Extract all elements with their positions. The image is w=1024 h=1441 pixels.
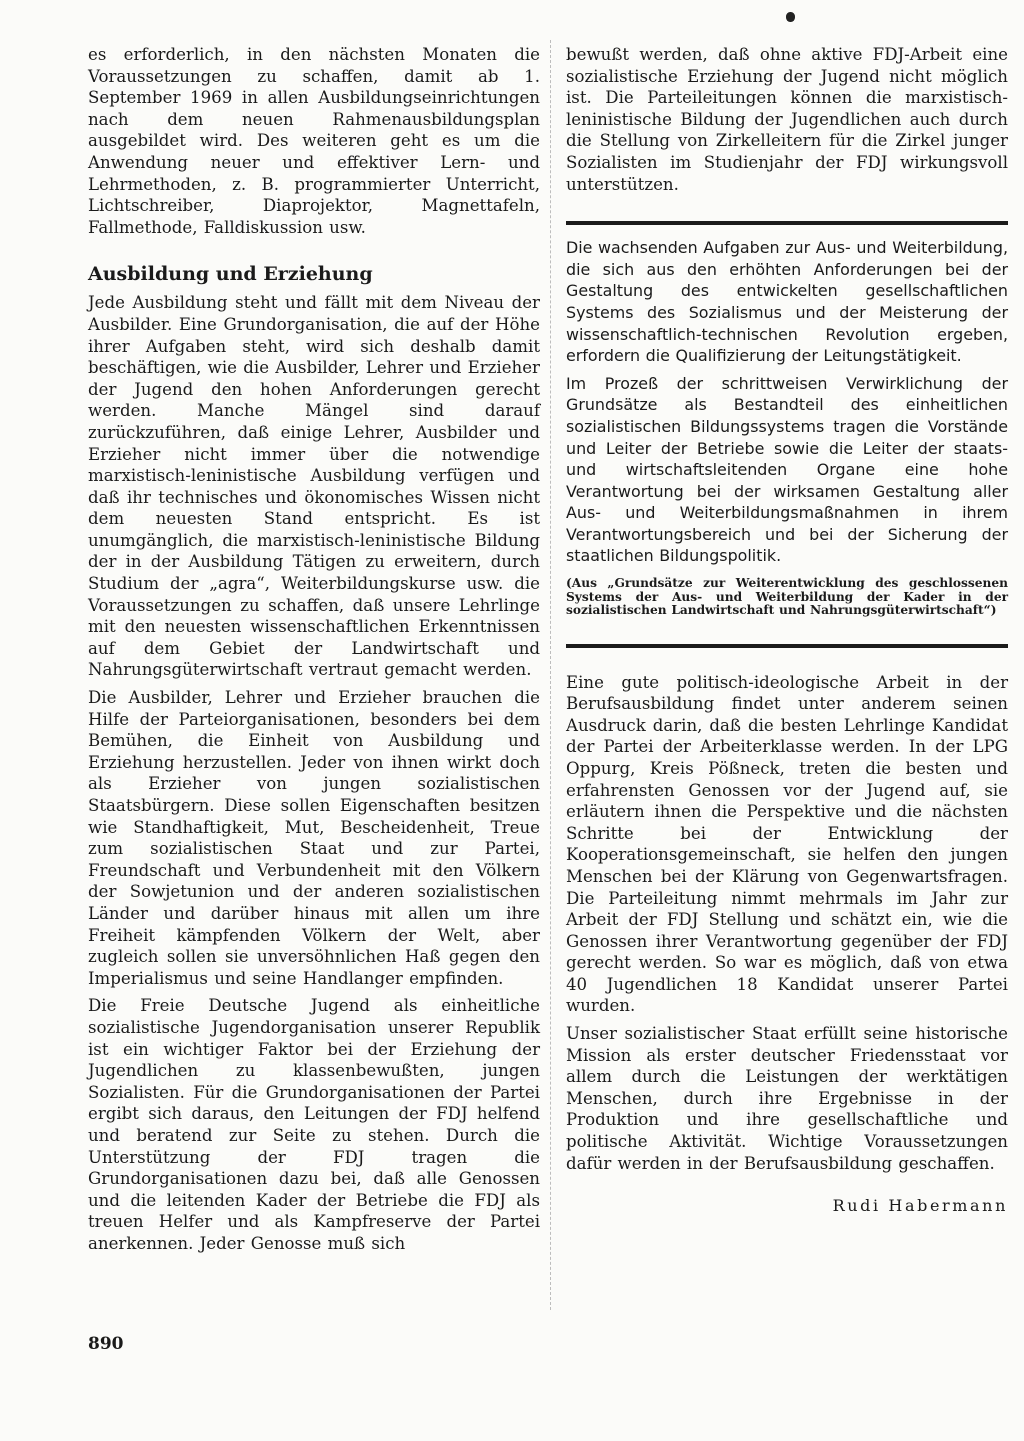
print-mark <box>786 12 795 22</box>
page-number: 890 <box>88 1334 124 1354</box>
left-paragraph-1: Jede Ausbildung steht und fällt mit dem Niveau der Ausbilder. Eine Grundorganisation, die auf der Höhe ihrer Aufgaben steht, wird sich deshalb damit beschäftigen, wie die Ausbilder, Lehrer und Erzieher der Jugend den hohen Anforderungen gerecht werden. Manche Mängel sind darauf zurückzuführen, daß einige Lehrer, Ausbilder und Erzieher nicht immer über die notwendige marxistisch-leninistische Ausbildung verfügen und daß ihr technisches und ökonomisches Wissen nicht dem neuesten Stand entspricht. Es ist unumgänglich, die marxistisch-leninistische Bildung der in der Ausbildung Tätigen zu erweitern, durch Studium der „agra“, Weiterbildungskurse usw. die Voraussetzungen zu schaffen, daß unsere Lehrlinge mit den neuesten wissenschaftlichen Erkenntnissen auf dem Gebiet der Landwirtschaft und Nahrungsgüterwirtschaft vertraut gemacht werden. <box>88 293 540 680</box>
right-intro-paragraph: bewußt werden, daß ohne aktive FDJ-Arbeit eine sozialistische Erziehung der Jugend nicht möglich ist. Die Parteileitungen können die marxistisch-leninistische Bildung der Jugendlichen auch durch die Stellung von Zirkelleitern für die Zirkel junger Sozialisten im Studienjahr der FDJ wirkungsvoll unterstützen. <box>566 45 1008 194</box>
quote-paragraph-1: Die wachsenden Aufgaben zur Aus- und Weiterbildung, die sich aus den erhöhten Anforderungen bei der Gestaltung des entwickelten gesellschaftlichen Systems des Sozialismus und der Meisterung der wissenschaftlich-technischen Revolution ergeben, erfordern die Qualifizierung der Leitungstätigkeit. <box>566 238 1008 366</box>
author-signature: Rudi Habermann <box>832 1196 1008 1216</box>
quote-paragraph-2: Im Prozeß der schrittweisen Verwirklichung der Grundsätze als Bestandteil des einheitlichen sozialistischen Bildungssystems tragen die Vorstände und Leiter der Betriebe sowie die Leiter der staats- und wirtschaftsleitenden Organe eine hohe Verantwortung bei der wirksamen Gestaltung aller Aus- und Weiterbildungsmaßnahmen in ihrem Verantwortungsbereich und bei der Sicherung der staatlichen Bildungspolitik. <box>566 373 1008 566</box>
section-heading: Ausbildung und Erziehung <box>88 263 373 286</box>
right-paragraph-2: Unser sozialistischer Staat erfüllt seine historische Mission als erster deutscher Friedensstaat vor allem durch die Leistungen der werktätigen Menschen, durch ihre Ergebnisse in der Produktion und ihre gesellschaftliche und politische Aktivität. Wichtige Voraussetzungen dafür werden in der Berufsausbildung geschaffen. <box>566 1024 1008 1173</box>
left-paragraph-2: Die Ausbilder, Lehrer und Erzieher brauchen die Hilfe der Parteiorganisationen, besonders bei dem Bemühen, die Einheit von Ausbildung und Erziehung herzustellen. Jeder von ihnen wirkt doch als Erzieher von jungen sozialistischen Staatsbürgern. Diese sollen Eigenschaften besitzen wie Standhaftigkeit, Mut, Bescheidenheit, Treue zum sozialistischen Staat und zur Partei, Freundschaft und Verbundenheit mit den Völkern der Sowjetunion und der anderen sozialistischen Länder und darüber hinaus mit allen um ihre Freiheit kämpfenden Völkern der Welt, aber zugleich sollen sie unversöhnlichen Haß gegen den Imperialismus und seine Handlanger empfinden. <box>88 688 540 988</box>
right-column <box>566 44 1008 1215</box>
left-paragraph-3: Die Freie Deutsche Jugend als einheitliche sozialistische Jugendorganisation unserer Republik ist ein wichtiger Faktor bei der Erziehung der Jugendlichen zu klassenbewußten, jungen Sozialisten. Für die Grundorganisationen der Partei ergibt sich daraus, den Leitungen der FDJ helfend und beratend zur Seite zu stehen. Durch die Unterstützung der FDJ tragen die Grundorganisationen dazu bei, daß alle Genossen und die leitenden Kader der Betriebe die FDJ als treuen Helfer und als Kampfreserve der Partei anerkennen. Jeder Genosse muß sich <box>88 996 540 1253</box>
left-column <box>88 44 540 1254</box>
right-paragraph-1: Eine gute politisch-ideologische Arbeit in der Berufsausbildung findet unter anderem seinen Ausdruck darin, daß die besten Lehrlinge Kandidat der Partei der Arbeiterklasse werden. In der LPG Oppurg, Kreis Pößneck, treten die besten und erfahrensten Genossen vor der Jugend auf, sie erläutern ihnen die Perspektive und die nächsten Schritte bei der Entwicklung der Kooperationsgemeinschaft, sie helfen den jungen Menschen bei der Klärung von Gegenwartsfragen. Die Parteileitung nimmt mehrmals im Jahr zur Arbeit der FDJ Stellung und schätzt ein, wie die Genossen ihrer Verantwortung gegenüber der FDJ gerecht werden. So war es möglich, daß von etwa 40 Jugendlichen 18 Kandidat unserer Partei wurden. <box>566 672 1008 1016</box>
quote-source: (Aus „Grundsätze zur Weiterentwicklung des geschlossenen Systems der Aus- und Weiterbildung der Kader in der sozialistischen Landwirtschaft und Nahrungsgüterwirtschaft“) <box>566 576 1008 618</box>
left-intro-paragraph: es erforderlich, in den nächsten Monaten die Voraussetzungen zu schaffen, damit ab 1. September 1969 in allen Ausbildungseinrichtungen nach dem neuen Rahmenausbildungsplan ausgebildet wird. Des weiteren geht es um die Anwendung neuer und effektiver Lern- und Lehrmethoden, z. B. programmierter Unterricht, Lichtschreiber, Diaprojektor, Magnettafeln, Fallmethode, Falldiskussion usw. <box>88 45 540 237</box>
boxed-rule-top <box>566 221 1008 225</box>
quote-box <box>566 237 1008 617</box>
boxed-rule-bottom <box>566 644 1008 648</box>
column-divider <box>550 40 551 1310</box>
